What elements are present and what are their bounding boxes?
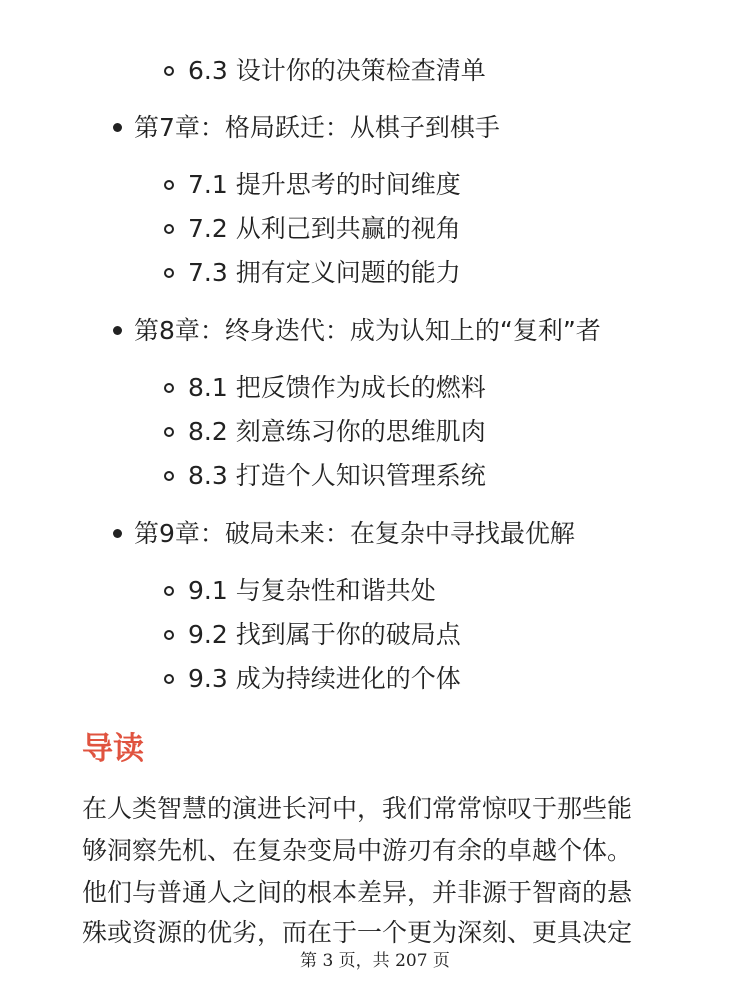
toc-chapter-item[interactable]: 第9章：破局未来：在复杂中寻找最优解 bbox=[134, 519, 575, 548]
hollow-bullet-icon bbox=[164, 471, 174, 481]
hollow-bullet-icon bbox=[164, 224, 174, 234]
toc-section-item[interactable]: 7.2 从利己到共赢的视角 bbox=[188, 214, 461, 243]
toc-section-item[interactable]: 7.3 拥有定义问题的能力 bbox=[188, 258, 461, 287]
toc-section-item[interactable]: 8.1 把反馈作为成长的燃料 bbox=[188, 373, 486, 402]
paragraph-line: 够洞察先机、在复杂变局中游刃有余的卓越个体。 bbox=[82, 836, 633, 865]
toc-section-item[interactable]: 6.3 设计你的决策检查清单 bbox=[188, 56, 486, 85]
toc-section-item[interactable]: 9.3 成为持续进化的个体 bbox=[188, 664, 461, 693]
hollow-bullet-icon bbox=[164, 427, 174, 437]
hollow-bullet-icon bbox=[164, 674, 174, 684]
filled-bullet-icon bbox=[113, 529, 122, 538]
filled-bullet-icon bbox=[113, 326, 122, 335]
paragraph-line: 在人类智慧的演进长河中，我们常常惊叹于那些能 bbox=[82, 794, 633, 823]
toc-chapter-item[interactable]: 第7章：格局跃迁：从棋子到棋手 bbox=[134, 113, 500, 142]
hollow-bullet-icon bbox=[164, 630, 174, 640]
toc-chapter-item[interactable]: 第8章：终身迭代：成为认知上的“复利”者 bbox=[134, 316, 601, 345]
filled-bullet-icon bbox=[113, 123, 122, 132]
toc-section-item[interactable]: 9.1 与复杂性和谐共处 bbox=[188, 576, 436, 605]
paragraph-line: 殊或资源的优劣，而在于一个更为深刻、更具决定 bbox=[82, 918, 633, 947]
paragraph-line: 他们与普通人之间的根本差异，并非源于智商的悬 bbox=[82, 878, 633, 907]
hollow-bullet-icon bbox=[164, 586, 174, 596]
hollow-bullet-icon bbox=[164, 66, 174, 76]
hollow-bullet-icon bbox=[164, 383, 174, 393]
toc-section-item[interactable]: 7.1 提升思考的时间维度 bbox=[188, 170, 461, 199]
toc-section-item[interactable]: 8.3 打造个人知识管理系统 bbox=[188, 461, 486, 490]
toc-section-item[interactable]: 8.2 刻意练习你的思维肌肉 bbox=[188, 417, 486, 446]
page-number: 第 3 页，共 207 页 bbox=[300, 951, 450, 971]
section-heading: 导读 bbox=[82, 731, 144, 767]
hollow-bullet-icon bbox=[164, 268, 174, 278]
toc-section-item[interactable]: 9.2 找到属于你的破局点 bbox=[188, 620, 461, 649]
hollow-bullet-icon bbox=[164, 180, 174, 190]
